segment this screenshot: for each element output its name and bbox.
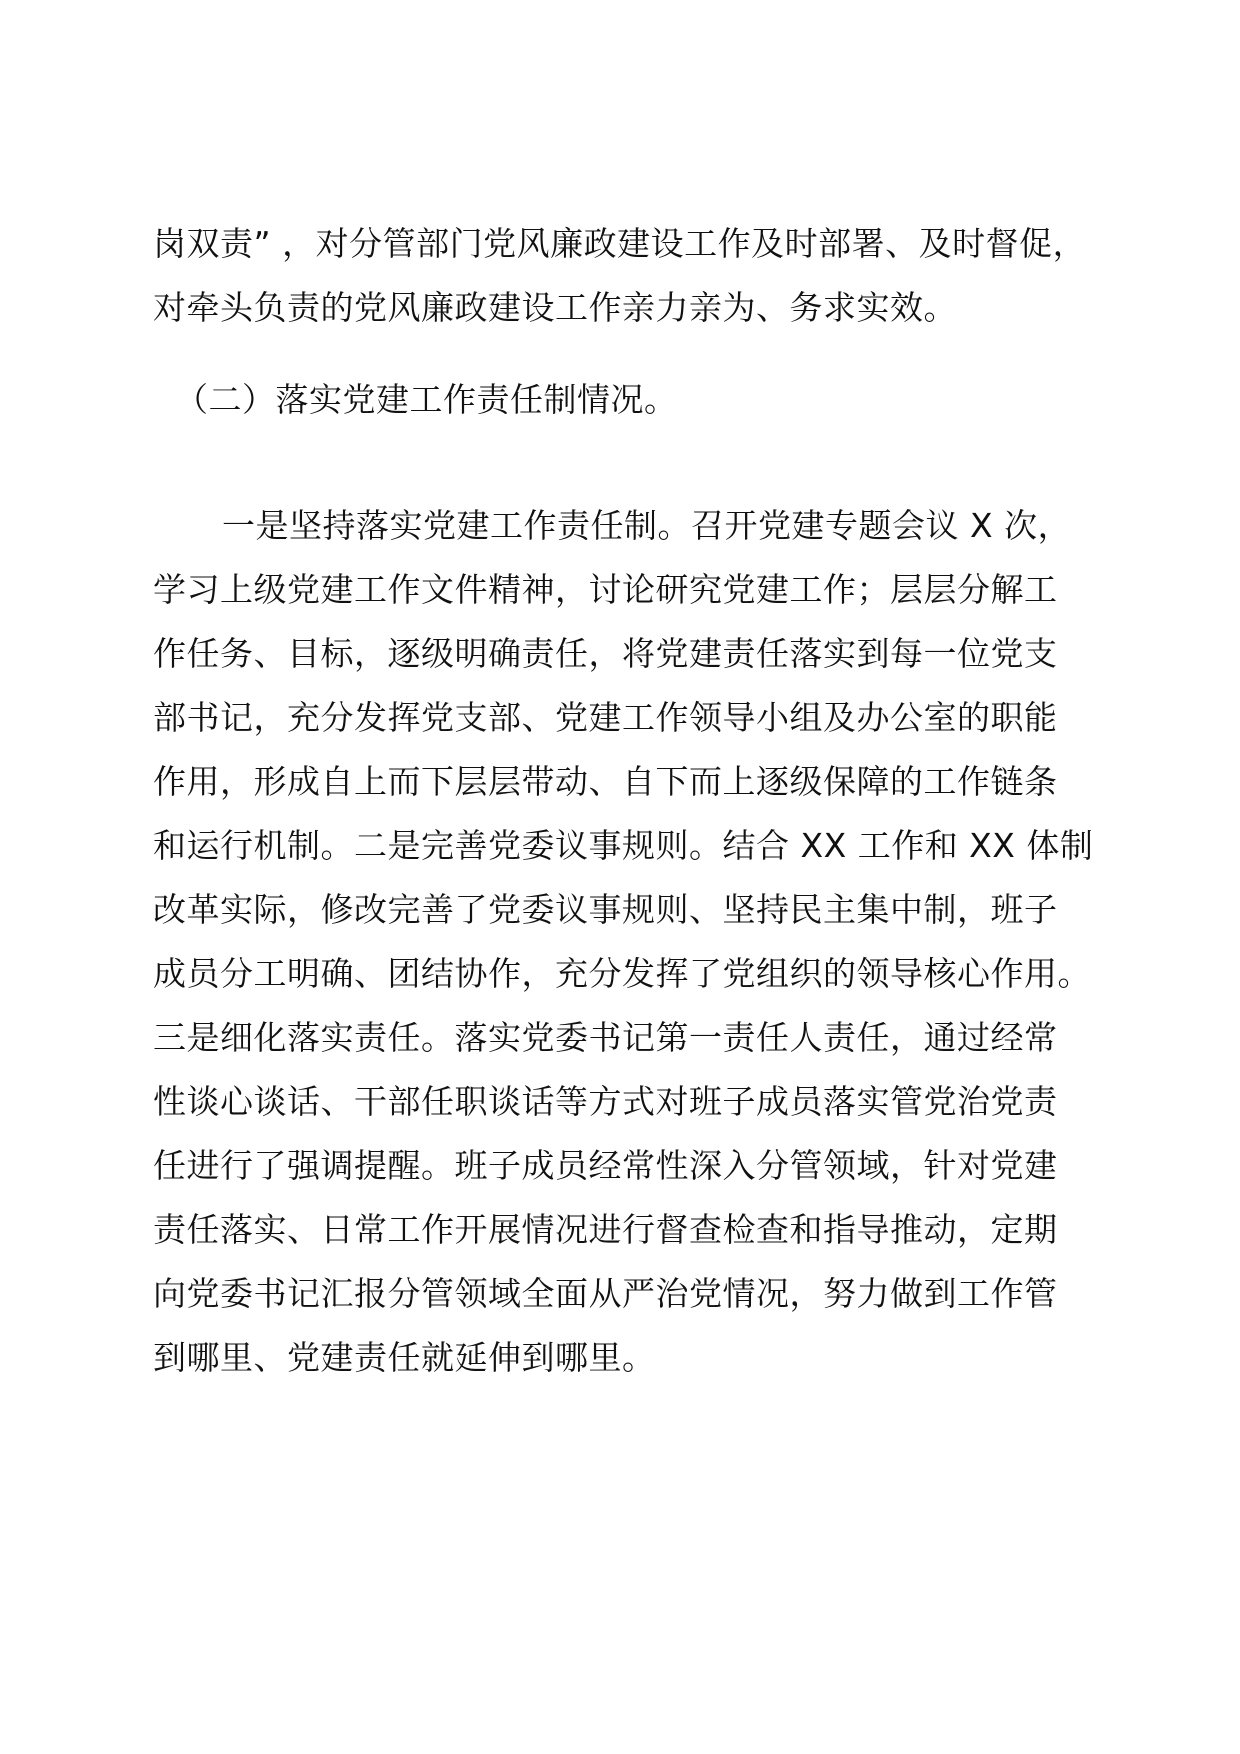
body-line-13: 向党委书记汇报分管领域全面从严治党情况，努力做到工作管	[153, 1274, 1058, 1313]
body-line-5: 作用，形成自上而下层层带动、自下而上逐级保障的工作链条	[153, 762, 1058, 801]
section-heading: （二）落实党建工作责任制情况。	[175, 380, 678, 419]
paragraph-continuation-line-1: 岗双责” ，对分管部门党风廉政建设工作及时部署、及时督促，	[153, 224, 1087, 263]
body-line-3: 作任务、目标，逐级明确责任，将党建责任落实到每一位党支	[153, 634, 1058, 673]
body-line-14: 到哪里、党建责任就延伸到哪里。	[153, 1338, 656, 1377]
body-line-6: 和运行机制。二是完善党委议事规则。结合 XX 工作和 XX 体制	[153, 826, 1094, 865]
body-line-8: 成员分工明确、团结协作，充分发挥了党组织的领导核心作用。	[153, 954, 1091, 993]
body-line-7: 改革实际，修改完善了党委议事规则、坚持民主集中制，班子	[153, 890, 1058, 929]
body-line-10: 性谈心谈话、干部任职谈话等方式对班子成员落实管党治党责	[153, 1082, 1058, 1121]
body-line-9: 三是细化落实责任。落实党委书记第一责任人责任，通过经常	[153, 1018, 1058, 1057]
paragraph-continuation-line-2: 对牵头负责的党风廉政建设工作亲力亲为、务求实效。	[153, 288, 957, 327]
body-line-4: 部书记，充分发挥党支部、党建工作领导小组及办公室的职能	[153, 698, 1058, 737]
body-line-11: 任进行了强调提醒。班子成员经常性深入分管领域，针对党建	[153, 1146, 1058, 1185]
body-line-1: 一是坚持落实党建工作责任制。召开党建专题会议 X 次，	[222, 506, 1072, 545]
body-line-2: 学习上级党建工作文件精神，讨论研究党建工作；层层分解工	[153, 570, 1058, 609]
body-line-12: 责任落实、日常工作开展情况进行督查检查和指导推动，定期	[153, 1210, 1058, 1249]
